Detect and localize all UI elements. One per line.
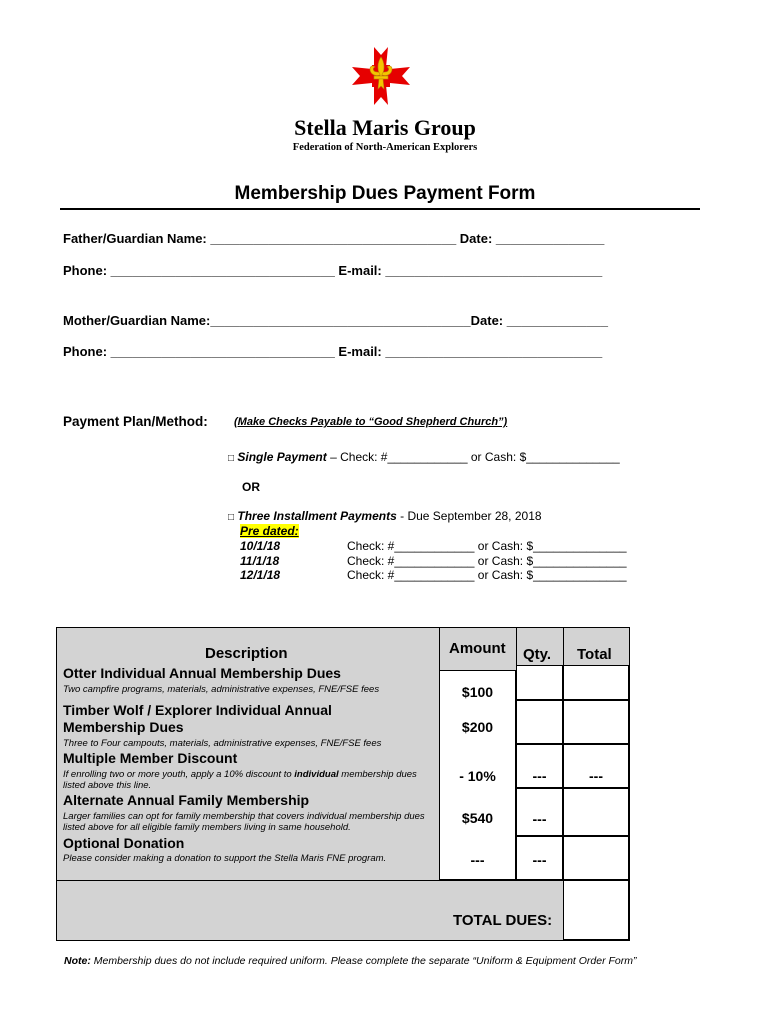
cross-fleur-de-lis-logo bbox=[350, 43, 412, 109]
note-text: Membership dues do not include required uniform. Please complete the separate “Uniform & Equipment Order Form” bbox=[90, 955, 637, 967]
installment-date-2: 11/1/18 bbox=[240, 554, 280, 568]
installment-due-text: - Due September 28, 2018 bbox=[396, 509, 542, 523]
item-title-timber-wolf: Timber Wolf / Explorer Individual Annual Membership Dues bbox=[63, 702, 332, 735]
total-dues-label: TOTAL DUES: bbox=[453, 912, 553, 929]
qty-donation: --- bbox=[532, 852, 547, 868]
header-total: Total bbox=[577, 646, 612, 663]
header-description: Description bbox=[205, 645, 288, 662]
qty-multiple-discount: --- bbox=[532, 768, 547, 784]
dues-table bbox=[56, 627, 630, 941]
amount-otter: $100 bbox=[461, 684, 494, 700]
note-label: Note: bbox=[64, 955, 91, 967]
father-phone-email-line[interactable]: Phone: _______________________________ E-mail: ______________________________ bbox=[63, 263, 603, 278]
title-divider bbox=[60, 208, 700, 210]
group-subtitle: Federation of North-American Explorers bbox=[292, 142, 478, 153]
item-title-family: Alternate Annual Family Membership bbox=[63, 792, 310, 808]
single-payment-fields[interactable]: – Check: #____________ or Cash: $______________ bbox=[326, 450, 620, 464]
grand-total-box[interactable] bbox=[563, 880, 629, 940]
mother-guardian-name-line[interactable]: Mother/Guardian Name:____________________________________Date: ______________ bbox=[63, 313, 608, 328]
qty-family: --- bbox=[532, 811, 547, 827]
installment-payment-label: Three Installment Payments bbox=[237, 509, 397, 523]
predated-label: Pre dated: bbox=[240, 524, 299, 538]
item-desc-otter: Two campfire programs, materials, administrative expenses, FNE/FSE fees bbox=[63, 684, 380, 695]
item-title-donation: Optional Donation bbox=[63, 835, 185, 851]
installment-payment-option[interactable] bbox=[228, 509, 542, 523]
column-divider bbox=[516, 628, 517, 880]
total-multiple-discount: --- bbox=[589, 768, 603, 784]
column-divider bbox=[563, 628, 564, 940]
column-divider bbox=[439, 628, 440, 880]
item-desc-family: Larger families can opt for family membership that covers individual membership dues listed above for all eligible family members living in same household. bbox=[63, 811, 425, 833]
checkbox-icon[interactable]: □ bbox=[228, 453, 235, 464]
total-box-5[interactable] bbox=[563, 836, 629, 880]
installment-line-1[interactable]: Check: #____________ or Cash: $______________ bbox=[347, 539, 627, 553]
item-desc-timber-wolf: Three to Four campouts, materials, administrative expenses, FNE/FSE fees bbox=[63, 738, 382, 749]
total-box-4[interactable] bbox=[563, 788, 629, 836]
installment-date-1: 10/1/18 bbox=[240, 539, 281, 553]
amount-multiple-discount: - 10% bbox=[459, 768, 496, 784]
father-guardian-name-line[interactable]: Father/Guardian Name: __________________________________ Date: _______________ bbox=[63, 231, 605, 246]
item-title-otter: Otter Individual Annual Membership Dues bbox=[63, 665, 341, 681]
item-title-multiple-discount: Multiple Member Discount bbox=[63, 750, 238, 766]
checkbox-icon[interactable]: □ bbox=[228, 512, 235, 523]
total-box-2[interactable] bbox=[563, 700, 629, 744]
installment-line-2[interactable]: Check: #____________ or Cash: $______________ bbox=[347, 554, 627, 568]
qty-box-1[interactable] bbox=[516, 665, 563, 700]
item-desc-donation: Please consider making a donation to support the Stella Maris FNE program. bbox=[63, 853, 387, 864]
amount-family: $540 bbox=[461, 810, 494, 826]
footer-note bbox=[64, 955, 637, 967]
or-separator: OR bbox=[242, 480, 260, 494]
single-payment-option[interactable] bbox=[228, 450, 620, 464]
header-amount: Amount bbox=[449, 640, 506, 657]
item-desc-multiple-discount: If enrolling two or more youth, apply a 10% discount to individual membership dues listed above this line. bbox=[63, 769, 417, 791]
qty-box-2[interactable] bbox=[516, 700, 563, 744]
amount-timber-wolf: $200 bbox=[461, 719, 494, 735]
form-title: Membership Dues Payment Form bbox=[234, 183, 536, 204]
group-name: Stella Maris Group bbox=[294, 115, 476, 140]
amount-donation: --- bbox=[470, 852, 485, 868]
total-box-1[interactable] bbox=[563, 665, 629, 700]
installment-date-3: 12/1/18 bbox=[240, 568, 281, 582]
payment-payable-note: (Make Checks Payable to “Good Shepherd Church”) bbox=[234, 416, 508, 428]
installment-line-3[interactable]: Check: #____________ or Cash: $______________ bbox=[347, 568, 627, 582]
row-divider bbox=[57, 880, 629, 881]
header-qty: Qty. bbox=[523, 646, 552, 663]
mother-phone-email-line[interactable]: Phone: _______________________________ E-mail: ______________________________ bbox=[63, 344, 603, 359]
total-row-shade bbox=[57, 880, 629, 940]
payment-plan-label: Payment Plan/Method: bbox=[63, 414, 208, 429]
single-payment-label: Single Payment bbox=[237, 450, 327, 464]
